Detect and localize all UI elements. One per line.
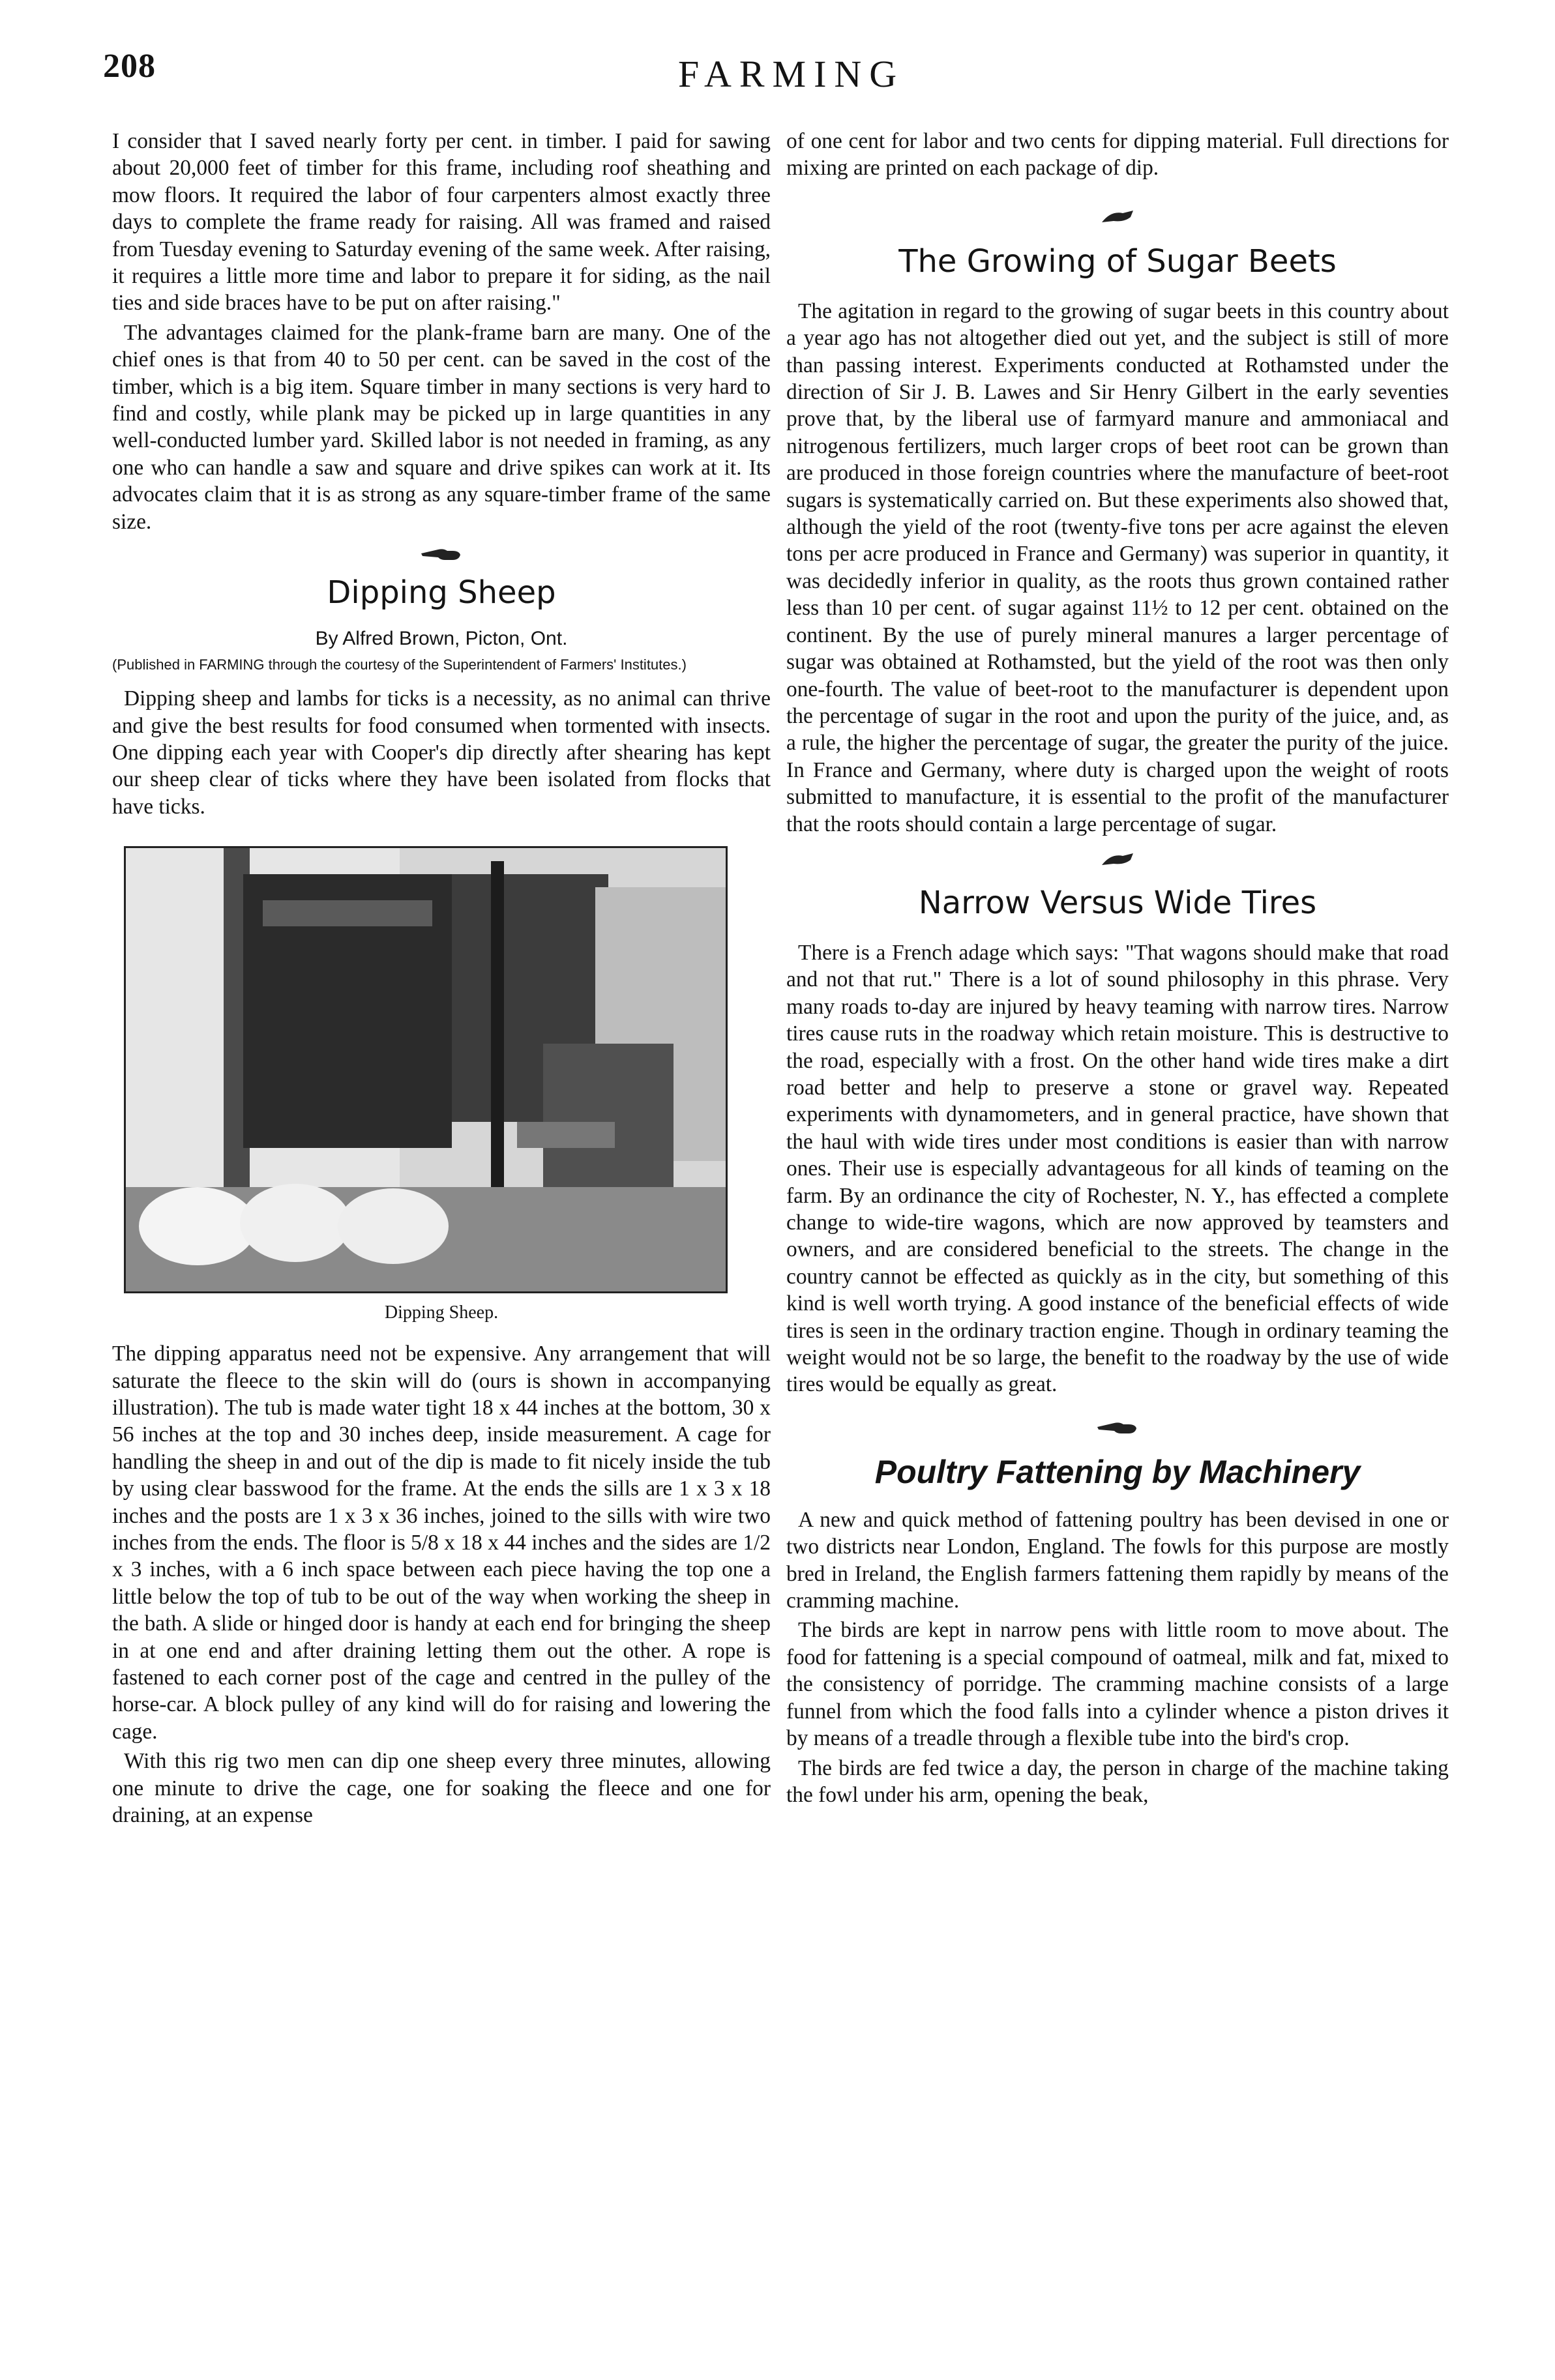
article-paragraph: A new and quick method of fattening poultry has been devised in one or two districts near London, England. The fowls for this purpose are mostly bred in Ireland, the English farmers fattening them rapidly by means of the cramming machine. <box>786 1507 1449 1613</box>
dipping-sheep-byline: By Alfred Brown, Picton, Ont. <box>315 628 568 650</box>
article-paragraph: The birds are kept in narrow pens with little room to move about. The food for fattening is a special compound of oatmeal, milk and fat, mixed to the consistency of porridge. The cramming machine consists of a large funnel from which the food falls into a cylinder whence a piston drives it by means of a treadle through a flexible tube into the bird's crop. <box>786 1618 1449 1751</box>
hand-ornament-icon <box>786 208 1449 237</box>
article-paragraph: The dipping apparatus need not be expensive. Any arrangement that will saturate the fleece to the skin will do (ours is shown in accompanying illustration). The tub is made water tight 18 x 44 inches at the bottom, 30 x 56 inches at the top and 30 inches deep, inside measurement. A cage for handling the sheep in and out of the dip is made to fit nicely inside the tub by using clear basswood for the frame. At the ends the sills are 1 x 3 x 18 inches and the posts are 1 x 3 x 36 inches, joined to the sills with wire two inches from the ends. The floor is 5/8 x 18 x 44 inches and the sides are 1/2 x 3 inches, with a 6 inch space between each piece having the top one a little below the top of tub to be out of the way when working the sheep in the bath. A slide or hinged door is handy at each end for bringing the sheep in at one end and after draining letting them out the other. A rope is fastened to each corner post of the cage and centred in the pulley of the horse-car. A block pulley of any kind will do for raising and lowering the cage. <box>112 1342 771 1744</box>
dipping-sheep-photo <box>124 846 728 1293</box>
article-paragraph: Dipping sheep and lambs for ticks is a necessity, as no animal can thrive and give the best results for food consumed when tormented with insects. One dipping each year with Cooper's dip directly after shearing has kept our sheep clear of ticks where they have been isolated from flocks that have ticks. <box>112 686 771 819</box>
photo-caption: Dipping Sheep. <box>384 1302 499 1323</box>
magazine-title: FARMING <box>678 53 905 95</box>
article-paragraph: of one cent for labor and two cents for dipping material. Full directions for mixing are printed on each package of dip. <box>786 129 1449 181</box>
left-column <box>112 128 771 1831</box>
article-paragraph: The advantages claimed for the plank-frame barn are many. One of the chief ones is that from 40 to 50 per cent. can be saved in the cost of the timber, which is a big item. Square timber in many sections is very hard to find and costly, while plank may be picked up in large quantities in any well-conducted lumber yard. Skilled labor is not needed in framing, as any one who can handle a saw and square and drive spikes can work at it. Its advocates claim that it is as strong as any square-timber frame of the same size. <box>112 320 771 534</box>
dipping-sheep-credit: (Published in FARMING through the courtesy of the Superintendent of Farmers' Institutes.) <box>112 656 687 673</box>
sugar-beets-heading: The Growing of Sugar Beets <box>898 242 1337 280</box>
tires-heading: Narrow Versus Wide Tires <box>918 884 1317 921</box>
dipping-sheep-illustration <box>126 848 726 1291</box>
running-header <box>0 0 1555 130</box>
hand-ornament-icon <box>112 544 771 573</box>
poultry-heading: Poultry Fattening by Machinery <box>874 1453 1361 1490</box>
article-paragraph: The agitation in regard to the growing of sugar beets in this country about a year ago has not altogether died out yet, and the subject is still of more than passing interest. Experiments conducted at Rothamsted under the direction of Sir J. B. Lawes and Sir Henry Gilbert in the early seventies prove that, by the liberal use of farmyard manure and ammoniacal and nitrogenous fertilizers, much larger crops of beet root can be grown than are produced in those foreign countries where the manufacture of beet-root sugars is systematically carried on. But these experiments also showed that, although the yield of the root (twenty-five tons per acre against the eleven tons per acre produced in France and Germany) was superior in quantity, it was decidedly inferior in quality, as the roots thus grown contained rather less than 10 per cent. of sugar against 11½ to 12 per cent. obtained on the continent. By the use of purely mineral manures a larger percentage of sugar was obtained at Rothamsted, but the yield of the root was then only one-fourth. The value of beet-root to the manufacturer is dependent upon the percentage of sugar in the root and upon the purity of the juice, and, as a rule, the higher the percentage of sugar, the greater the purity of the juice. In France and Germany, where duty is charged upon the weight of roots submitted to manufacture, it is essential to the profit of the manufacturer that the roots should contain a large percentage of sugar. <box>786 299 1449 836</box>
hand-ornament-icon <box>786 851 1449 879</box>
page-number: 208 <box>103 48 156 85</box>
article-paragraph: There is a French adage which says: "That wagons should make that road and not that rut." There is a lot of sound philosophy in this phrase. Very many roads to-day are injured by heavy teaming with narrow tires. Narrow tires cause ruts in the roadway which retain moisture. This is destructive to the road, especially with a frost. On the other hand wide tires make a dirt road better and help to preserve a stone or gravel way. Repeated experiments with dynamometers, and in general practice, have shown that the haul with wide tires under most conditions is easier than with narrow ones. Their use is especially advantageous for all kinds of teaming on the farm. By an ordinance the city of Rochester, N. Y., has effected a complete change to wide-tire wagons, which are now approved by teamsters and owners, and are considered beneficial to the streets. The change in the country cannot be effected as quickly as in the city, but something of this kind is well worth trying. A good instance of the beneficial effects of wide tires is seen in the ordinary traction engine. Though in ordinary teaming the weight would not be so large, the benefit to the roadway by the use of wide tires would be equally as great. <box>786 940 1449 1397</box>
article-paragraph: With this rig two men can dip one sheep every three minutes, allowing one minute to drive the cage, one for soaking the fleece and one for draining, at an expense <box>112 1749 771 1828</box>
article-paragraph: I consider that I saved nearly forty per cent. in timber. I paid for sawing about 20,000 feet of timber for this frame, including roof sheathing and mow floors. It required the labor of four carpenters almost exactly three days to complete the frame ready for raising. All was framed and raised from Tuesday evening to Saturday evening of the same week. After raising, it requires a little more time and labor to prepare it for siding, as the nail ties and side braces have to be put on after raising." <box>112 129 771 316</box>
dipping-sheep-heading: Dipping Sheep <box>327 574 556 611</box>
hand-ornament-icon <box>786 1418 1449 1447</box>
article-paragraph: The birds are fed twice a day, the person in charge of the machine taking the fowl under his arm, opening the beak, <box>786 1756 1449 1807</box>
right-column <box>786 128 1449 1811</box>
